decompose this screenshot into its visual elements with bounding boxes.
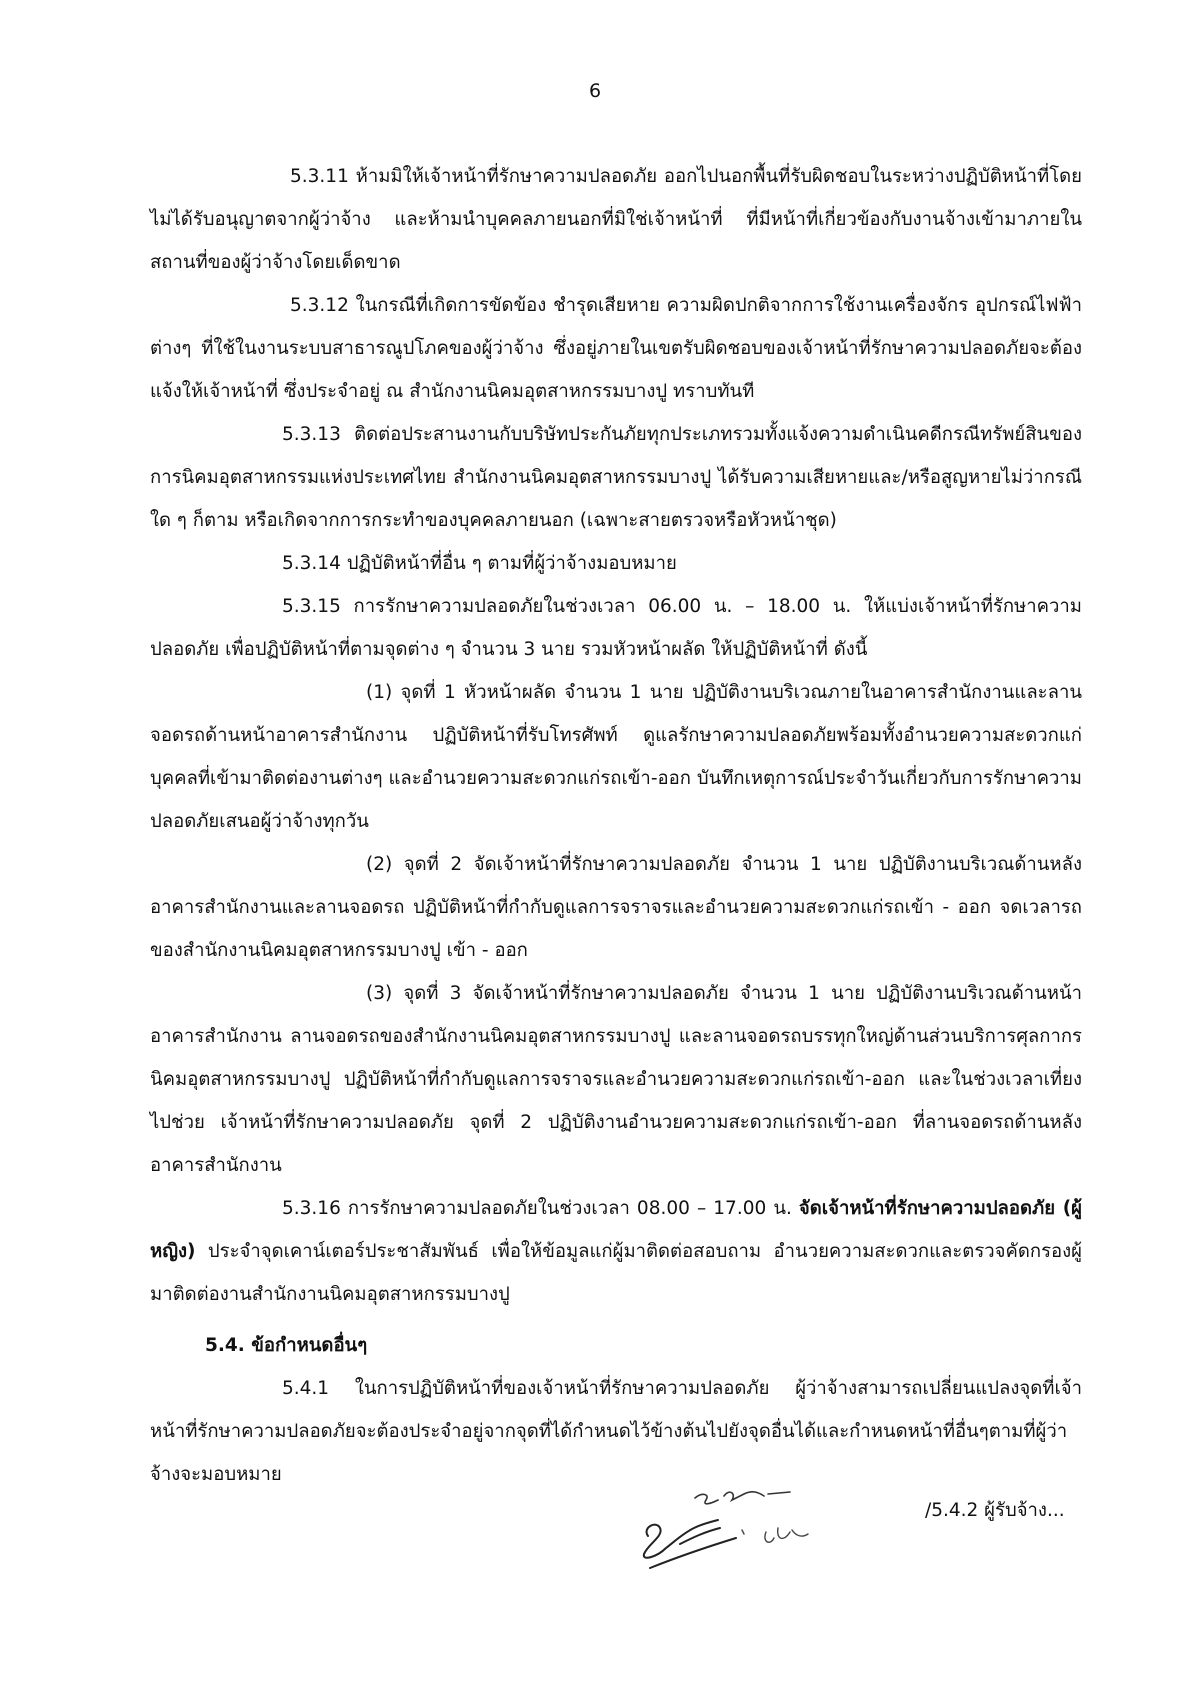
- clause-5-3-11: 5.3.11 ห้ามมิให้เจ้าหน้าที่รักษาความปลอดภัย ออกไปนอกพื้นที่รับผิดชอบในระหว่างปฏิบัติหน้าที่โดยไม่ได้รับอนุญาตจากผู้ว่าจ้าง และห้ามนำบุคคลภายนอกที่มิใช่เจ้าหน้าที่ ที่มีหน้าที่เกี่ยวข้องกับงานจ้างเข้ามาภายในสถานที่ของผู้ว่าจ้างโดยเด็ดขาด: [150, 166, 1082, 273]
- clause-5-3-12: 5.3.12 ในกรณีที่เกิดการขัดข้อง ชำรุดเสียหาย ความผิดปกติจากการใช้งานเครื่องจักร อุปกรณ์ไฟฟ้าต่างๆ ที่ใช้ในงานระบบสาธารณูปโภคของผู้ว่าจ้าง ซึ่งอยู่ภายในเขตรับผิดชอบของเจ้าหน้าที่รักษาความปลอดภัยจะต้องแจ้งให้เจ้าหน้าที่ ซึ่งประจำอยู่ ณ สำนักงานนิคมอุตสาหกรรมบางปู ทราบทันที: [150, 295, 1082, 402]
- clause-5-3-16-bold: จัดเจ้าหน้าที่รักษาความปลอดภัย (ผู้หญิง): [150, 1198, 1082, 1262]
- clause-5-4-1: 5.4.1 ในการปฏิบัติหน้าที่ของเจ้าหน้าที่รักษาความปลอดภัย ผู้ว่าจ้างสามารถเปลี่ยนแปลงจุดที่เจ้าหน้าที่รักษาความปลอดภัยจะต้องประจำอยู่จากจุดที่ได้กำหนดไว้ข้างต้นไปยังจุดอื่นได้และกำหนดหน้าที่อื่นๆตามที่ผู้ว่าจ้างจะมอบหมาย: [150, 1378, 1082, 1485]
- point-3: (3) จุดที่ 3 จัดเจ้าหน้าที่รักษาความปลอดภัย จำนวน 1 นาย ปฏิบัติงานบริเวณด้านหน้าอาคารสำนักงาน ลานจอดรถของสำนักงานนิคมอุตสาหกรรมบางปู และลานจอดรถบรรทุกใหญ่ด้านส่วนบริการศุลกากรนิคมอุตสาหกรรมบางปู ปฏิบัติหน้าที่กำกับดูแลการจราจรและอำนวยความสะดวกแก่รถเข้า-ออก และในช่วงเวลาเที่ยงไปช่วย เจ้าหน้าที่รักษาความปลอดภัย จุดที่ 2 ปฏิบัติงานอำนวยความสะดวกแก่รถเข้า-ออก ที่ลานจอดรถด้านหลังอาคารสำนักงาน: [150, 983, 1082, 1176]
- clause-5-3-16: [150, 1187, 1082, 1316]
- point-2: (2) จุดที่ 2 จัดเจ้าหน้าที่รักษาความปลอดภัย จำนวน 1 นาย ปฏิบัติงานบริเวณด้านหลังอาคารสำนักงานและลานจอดรถ ปฏิบัติหน้าที่กำกับดูแลการจราจรและอำนวยความสะดวกแก่รถเข้า - ออก จดเวลารถ ของสำนักงานนิคมอุตสาหกรรมบางปู เข้า - ออก: [150, 854, 1082, 961]
- clause-5-3-16-start: 5.3.16 การรักษาความปลอดภัยในช่วงเวลา 08.00 – 17.00 น.: [282, 1198, 799, 1219]
- handwritten-signature-icon: [640, 1470, 840, 1580]
- clause-5-3-16-end: ประจำจุดเคาน์เตอร์ประชาสัมพันธ์ เพื่อให้ข้อมูลแก่ผู้มาติดต่อสอบถาม อำนวยความสะดวกและตรวจคัดกรองผู้มาติดต่องานสำนักงานนิคมอุตสาหกรรมบางปู: [150, 1241, 1082, 1305]
- document-body: [150, 155, 1082, 1496]
- point-1: (1) จุดที่ 1 หัวหน้าผลัด จำนวน 1 นาย ปฏิบัติงานบริเวณภายในอาคารสำนักงานและลานจอดรถด้านหน้าอาคารสำนักงาน ปฏิบัติหน้าที่รับโทรศัพท์ ดูแลรักษาความปลอดภัยพร้อมทั้งอำนวยความสะดวกแก่บุคคลที่เข้ามาติดต่องานต่างๆ และอำนวยความสะดวกแก่รถเข้า-ออก บันทึกเหตุการณ์ประจำวันเกี่ยวกับการรักษาความปลอดภัยเสนอผู้ว่าจ้างทุกวัน: [150, 682, 1082, 832]
- section-heading-5-4: 5.4. ข้อกำหนดอื่นๆ: [205, 1335, 368, 1356]
- clause-5-3-13: 5.3.13 ติดต่อประสานงานกับบริษัทประกันภัยทุกประเภทรวมทั้งแจ้งความดำเนินคดีกรณีทรัพย์สินของการนิคมอุตสาหกรรมแห่งประเทศไทย สำนักงานนิคมอุตสาหกรรมบางปู ได้รับความเสียหายและ/หรือสูญหายไม่ว่ากรณีใด ๆ ก็ตาม หรือเกิดจากการกระทำของบุคคลภายนอก (เฉพาะสายตรวจหรือหัวหน้าชุด): [150, 424, 1082, 531]
- clause-5-3-14: 5.3.14 ปฏิบัติหน้าที่อื่น ๆ ตามที่ผู้ว่าจ้างมอบหมาย: [282, 553, 677, 574]
- continuation-note: /5.4.2 ผู้รับจ้าง...: [925, 1500, 1065, 1521]
- page-number: 6: [588, 80, 602, 102]
- clause-5-3-15: 5.3.15 การรักษาความปลอดภัยในช่วงเวลา 06.00 น. – 18.00 น. ให้แบ่งเจ้าหน้าที่รักษาความปลอดภัย เพื่อปฏิบัติหน้าที่ตามจุดต่าง ๆ จำนวน 3 นาย รวมหัวหน้าผลัด ให้ปฏิบัติหน้าที่ ดังนี้: [150, 596, 1082, 660]
